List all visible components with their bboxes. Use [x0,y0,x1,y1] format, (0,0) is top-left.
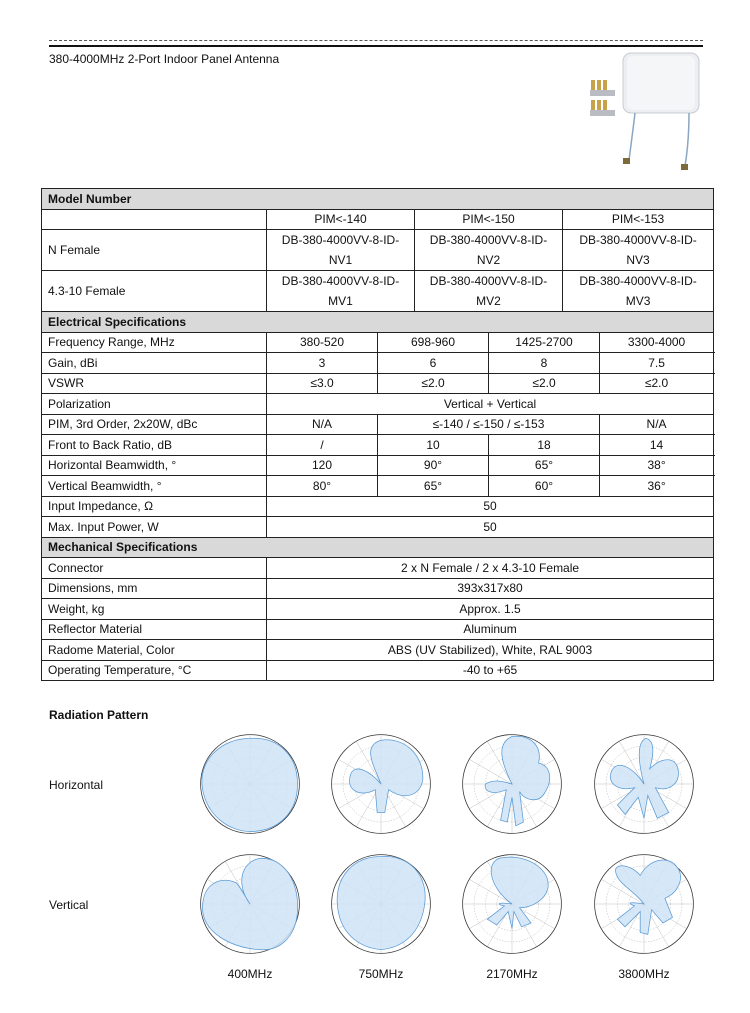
spec-table [41,188,714,681]
mech-value-weight: Approx. 1.5 [267,599,714,620]
gain-value-4: 7.5 [600,353,714,374]
power-value: 50 [267,517,714,538]
impedance-value: 50 [267,496,714,517]
header-dashed-rule [49,40,703,41]
n-female-label: N Female [42,230,267,271]
freq-label-2170: 2170MHz [486,967,538,981]
f4310-female-model-3: DB-380-4000VV-8-ID-MV3 [563,271,714,312]
mech-value-dimensions: 393x317x80 [267,578,714,599]
mech-value-reflector: Aluminum [267,619,714,640]
vbw-value-2: 65° [378,476,489,497]
header-solid-rule [49,45,703,47]
horizontal-row-label: Horizontal [49,778,104,792]
n-female-model-3: DB-380-4000VV-8-ID-NV3 [563,230,714,271]
hbw-value-2: 90° [378,455,489,476]
mech-label-weight: Weight, kg [42,599,267,620]
fbr-value-4: 14 [600,435,714,456]
f4310-female-model-1: DB-380-4000VV-8-ID-MV1 [267,271,415,312]
f4310-female-model-2: DB-380-4000VV-8-ID-MV2 [415,271,563,312]
vbw-value-1: 80° [267,476,378,497]
model-number-header: Model Number [42,189,714,210]
pim-header-3: PIM<-153 [563,209,714,230]
n-female-model-1: DB-380-4000VV-8-ID-NV1 [267,230,415,271]
pattern-v-400 [193,847,307,961]
impedance-label: Input Impedance, Ω [42,496,267,517]
gain-value-3: 8 [489,353,600,374]
gain-label: Gain, dBi [42,353,267,374]
gain-value-1: 3 [267,353,378,374]
vswr-value-2: ≤2.0 [378,373,489,394]
pim-header-1: PIM<-140 [267,209,415,230]
vswr-label: VSWR [42,373,267,394]
freq-value-1: 380-520 [267,332,378,353]
pattern-h-2170 [455,727,569,841]
pattern-v-2170 [455,847,569,961]
hbw-value-1: 120 [267,455,378,476]
mech-value-temperature: -40 to +65 [267,660,714,681]
pattern-v-3800 [587,847,701,961]
n-female-model-2: DB-380-4000VV-8-ID-NV2 [415,230,563,271]
vertical-row-label: Vertical [49,898,89,912]
gain-value-2: 6 [378,353,489,374]
hbw-value-4: 38° [600,455,714,476]
freq-label: Frequency Range, MHz [42,332,267,353]
pattern-h-750 [324,727,438,841]
hbw-label: Horizontal Beamwidth, ° [42,455,267,476]
mech-label-connector: Connector [42,558,267,579]
radiation-pattern-title: Radiation Pattern [49,708,149,722]
freq-value-3: 1425-2700 [489,332,600,353]
antenna-product-image [585,50,705,180]
mech-label-radome: Radome Material, Color [42,640,267,661]
electrical-header: Electrical Specifications [42,312,714,333]
vbw-value-3: 60° [489,476,600,497]
mech-label-dimensions: Dimensions, mm [42,578,267,599]
pim-value-first: N/A [267,414,378,435]
pattern-h-3800 [587,727,701,841]
vswr-value-4: ≤2.0 [600,373,714,394]
freq-value-2: 698-960 [378,332,489,353]
document-title: 380-4000MHz 2-Port Indoor Panel Antenna [49,52,280,66]
freq-label-3800: 3800MHz [618,967,670,981]
fbr-value-3: 18 [489,435,600,456]
vswr-value-3: ≤2.0 [489,373,600,394]
polarization-label: Polarization [42,394,267,415]
freq-value-4: 3300-4000 [600,332,714,353]
pim-value-middle: ≤-140 / ≤-150 / ≤-153 [378,414,600,435]
power-label: Max. Input Power, W [42,517,267,538]
pim-label: PIM, 3rd Order, 2x20W, dBc [42,414,267,435]
vswr-value-1: ≤3.0 [267,373,378,394]
pim-value-last: N/A [600,414,714,435]
fbr-label: Front to Back Ratio, dB [42,435,267,456]
mechanical-header: Mechanical Specifications [42,537,714,558]
mech-label-reflector: Reflector Material [42,619,267,640]
mech-value-connector: 2 x N Female / 2 x 4.3-10 Female [267,558,714,579]
freq-label-400: 400MHz [227,967,273,981]
vbw-value-4: 36° [600,476,714,497]
fbr-value-2: 10 [378,435,489,456]
pattern-h-400 [193,727,307,841]
freq-label-750: 750MHz [358,967,404,981]
f4310-female-label: 4.3-10 Female [42,271,267,312]
mech-label-temperature: Operating Temperature, °C [42,660,267,681]
fbr-value-1: / [267,435,378,456]
pattern-v-750 [324,847,438,961]
pim-header-2: PIM<-150 [415,209,563,230]
vbw-label: Vertical Beamwidth, ° [42,476,267,497]
hbw-value-3: 65° [489,455,600,476]
polarization-value: Vertical + Vertical [267,394,714,415]
mech-value-radome: ABS (UV Stabilized), White, RAL 9003 [267,640,714,661]
